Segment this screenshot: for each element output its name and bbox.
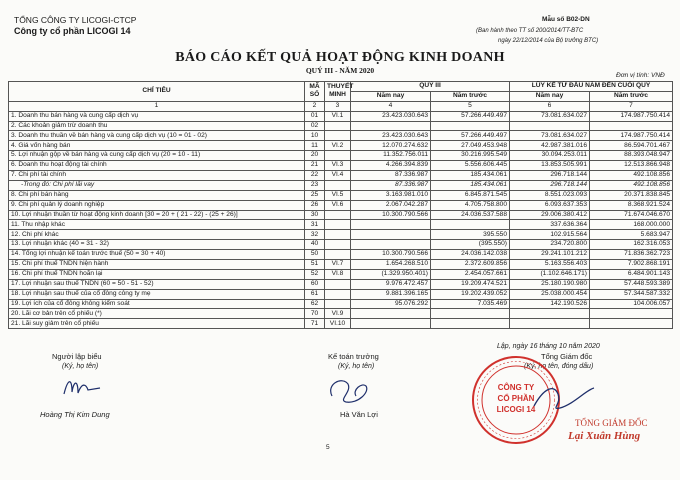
row-item-label: 11. Thu nhập khác bbox=[9, 220, 305, 230]
row-ytd-last-year: 5.683.947 bbox=[590, 230, 673, 240]
index-cell: 1 bbox=[9, 101, 305, 111]
director-signature bbox=[530, 380, 600, 416]
row-item-label: 7. Chi phí tài chính bbox=[9, 171, 305, 181]
row-note bbox=[325, 131, 351, 141]
row-ytd-last-year bbox=[590, 121, 673, 131]
row-ytd-last-year: 174.987.750.414 bbox=[590, 111, 673, 121]
table-row bbox=[9, 240, 673, 250]
row-quarter-this-year: 1.654.268.510 bbox=[351, 260, 431, 270]
index-cell: 6 bbox=[510, 101, 590, 111]
row-code: 20 bbox=[305, 151, 325, 161]
accountant-signature bbox=[322, 374, 382, 408]
row-note bbox=[325, 230, 351, 240]
form-number: Mẫu số B02-DN bbox=[542, 16, 590, 23]
header-this-year: Năm nay bbox=[351, 91, 431, 101]
row-quarter-last-year: 185.434.061 bbox=[431, 171, 510, 181]
row-code: 40 bbox=[305, 240, 325, 250]
table-row bbox=[9, 230, 673, 240]
row-note bbox=[325, 250, 351, 260]
row-quarter-last-year: (395.550) bbox=[431, 240, 510, 250]
row-item-label: 3. Doanh thu thuần về bán hàng và cung cấp dịch vụ (10 = 01 - 02) bbox=[9, 131, 305, 141]
row-item-label: 19. Lợi ích của cổ đông không kiểm soát bbox=[9, 299, 305, 309]
ceo-title: TỔNG GIÁM ĐỐC bbox=[575, 418, 648, 428]
table-row bbox=[9, 250, 673, 260]
preparer-name: Hoàng Thị Kim Dung bbox=[40, 410, 110, 419]
row-ytd-last-year: 71.836.362.723 bbox=[590, 250, 673, 260]
preparer-note: (Ký, họ tên) bbox=[62, 363, 99, 370]
ceo-name: Lại Xuân Hùng bbox=[568, 430, 641, 442]
company-parent: TỔNG CÔNG TY LICOGI-CTCP bbox=[14, 15, 137, 25]
row-code: 10 bbox=[305, 131, 325, 141]
row-ytd-this-year: 6.093.637.353 bbox=[510, 200, 590, 210]
header-ytd-this-year: Năm nay bbox=[510, 91, 590, 101]
row-ytd-last-year: 57.448.593.389 bbox=[590, 279, 673, 289]
row-ytd-this-year: 73.081.634.027 bbox=[510, 131, 590, 141]
table-row bbox=[9, 269, 673, 279]
row-quarter-last-year: 27.049.453.948 bbox=[431, 141, 510, 151]
row-code: 23 bbox=[305, 180, 325, 190]
circular-date: ngày 22/12/2014 của Bộ trưởng BTC) bbox=[498, 38, 599, 44]
row-quarter-this-year: (1.329.950.401) bbox=[351, 269, 431, 279]
row-note: VI.9 bbox=[325, 309, 351, 319]
row-code: 01 bbox=[305, 111, 325, 121]
row-code: 26 bbox=[305, 200, 325, 210]
row-note bbox=[325, 299, 351, 309]
currency-unit: Đơn vị tính: VNĐ bbox=[616, 72, 665, 79]
header-last-year: Năm trước bbox=[431, 91, 510, 101]
row-item-label: 21. Lãi suy giảm trên cổ phiếu bbox=[9, 319, 305, 329]
row-item-label: 4. Giá vốn hàng bán bbox=[9, 141, 305, 151]
row-quarter-last-year: 30.216.995.549 bbox=[431, 151, 510, 161]
row-ytd-last-year: 492.108.856 bbox=[590, 180, 673, 190]
row-code: 22 bbox=[305, 171, 325, 181]
row-ytd-last-year: 174.987.750.414 bbox=[590, 131, 673, 141]
table-row bbox=[9, 141, 673, 151]
row-item-label: 6. Doanh thu hoạt động tài chính bbox=[9, 161, 305, 171]
row-quarter-this-year: 23.423.030.643 bbox=[351, 111, 431, 121]
row-note bbox=[325, 210, 351, 220]
row-quarter-this-year: 11.352.756.011 bbox=[351, 151, 431, 161]
row-quarter-this-year: 3.163.981.010 bbox=[351, 190, 431, 200]
accountant-role: Kế toán trưởng bbox=[328, 352, 379, 361]
table-row bbox=[9, 200, 673, 210]
row-ytd-this-year: 73.081.634.027 bbox=[510, 111, 590, 121]
row-quarter-this-year: 4.266.394.839 bbox=[351, 161, 431, 171]
company-name: Công ty cổ phần LICOGI 14 bbox=[14, 26, 131, 36]
row-quarter-this-year bbox=[351, 230, 431, 240]
table-row bbox=[9, 171, 673, 181]
table-row bbox=[9, 260, 673, 270]
header-ytd-last-year: Năm trước bbox=[590, 91, 673, 101]
report-period: QUÝ III - NĂM 2020 bbox=[305, 66, 375, 75]
row-note: VI.7 bbox=[325, 260, 351, 270]
row-code: 32 bbox=[305, 230, 325, 240]
income-statement-table bbox=[8, 81, 673, 329]
row-quarter-last-year: 6.845.871.545 bbox=[431, 190, 510, 200]
row-ytd-this-year: 296.718.144 bbox=[510, 171, 590, 181]
row-ytd-last-year bbox=[590, 319, 673, 329]
svg-text:CÔNG TY: CÔNG TY bbox=[497, 383, 535, 392]
row-quarter-this-year bbox=[351, 240, 431, 250]
row-ytd-this-year: 5.163.556.403 bbox=[510, 260, 590, 270]
row-quarter-last-year: 2.454.057.661 bbox=[431, 269, 510, 279]
table-row bbox=[9, 289, 673, 299]
row-quarter-last-year: 4.705.758.800 bbox=[431, 200, 510, 210]
svg-text:LICOGI 14: LICOGI 14 bbox=[496, 405, 536, 414]
row-ytd-this-year: 29.241.101.212 bbox=[510, 250, 590, 260]
row-quarter-this-year: 9.881.396.165 bbox=[351, 289, 431, 299]
row-ytd-last-year: 86.594.701.467 bbox=[590, 141, 673, 151]
row-note: VI.6 bbox=[325, 200, 351, 210]
page-number: 5 bbox=[326, 444, 330, 451]
row-quarter-last-year: 24.036.537.588 bbox=[431, 210, 510, 220]
row-ytd-this-year: 42.987.381.016 bbox=[510, 141, 590, 151]
report-title: BÁO CÁO KẾT QUẢ HOẠT ĐỘNG KINH DOANH bbox=[175, 50, 505, 65]
row-quarter-this-year bbox=[351, 309, 431, 319]
row-quarter-last-year bbox=[431, 121, 510, 131]
row-ytd-this-year: 102.915.564 bbox=[510, 230, 590, 240]
row-ytd-this-year: 142.190.526 bbox=[510, 299, 590, 309]
row-quarter-this-year: 23.423.030.643 bbox=[351, 131, 431, 141]
row-quarter-last-year bbox=[431, 220, 510, 230]
table-row bbox=[9, 121, 673, 131]
row-code: 30 bbox=[305, 210, 325, 220]
row-item-label: 17. Lợi nhuận sau thuế TNDN (60 = 50 - 51 - 52) bbox=[9, 279, 305, 289]
index-cell: 3 bbox=[325, 101, 351, 111]
row-note: VI.1 bbox=[325, 111, 351, 121]
row-code: 25 bbox=[305, 190, 325, 200]
row-code: 52 bbox=[305, 269, 325, 279]
row-ytd-last-year bbox=[590, 309, 673, 319]
row-code: 70 bbox=[305, 309, 325, 319]
row-ytd-last-year: 492.108.856 bbox=[590, 171, 673, 181]
row-quarter-this-year: 10.300.790.566 bbox=[351, 250, 431, 260]
row-ytd-last-year: 8.368.921.524 bbox=[590, 200, 673, 210]
row-note bbox=[325, 240, 351, 250]
table-row bbox=[9, 180, 673, 190]
accountant-note: (Ký, họ tên) bbox=[338, 363, 375, 370]
table-row bbox=[9, 111, 673, 121]
table-row bbox=[9, 210, 673, 220]
row-ytd-this-year: 25.180.190.980 bbox=[510, 279, 590, 289]
row-quarter-this-year bbox=[351, 121, 431, 131]
row-ytd-this-year: (1.102.646.171) bbox=[510, 269, 590, 279]
header-quarter: QUÝ III bbox=[351, 82, 510, 92]
circular-reference: (Ban hành theo TT số 200/2014/TT-BTC bbox=[476, 28, 584, 34]
row-ytd-last-year: 104.006.057 bbox=[590, 299, 673, 309]
row-ytd-last-year: 6.484.901.143 bbox=[590, 269, 673, 279]
index-cell: 4 bbox=[351, 101, 431, 111]
row-item-label: 12. Chi phí khác bbox=[9, 230, 305, 240]
table-row bbox=[9, 190, 673, 200]
row-item-label: -Trong đó: Chi phí lãi vay bbox=[9, 180, 305, 190]
row-quarter-last-year: 2.372.609.856 bbox=[431, 260, 510, 270]
row-note: VI.10 bbox=[325, 319, 351, 329]
row-item-label: 20. Lãi cơ bản trên cổ phiếu (*) bbox=[9, 309, 305, 319]
row-quarter-last-year: 19.202.439.052 bbox=[431, 289, 510, 299]
row-ytd-this-year: 8.551.023.093 bbox=[510, 190, 590, 200]
row-item-label: 18. Lợi nhuận sau thuế của cổ đông công ty mẹ bbox=[9, 289, 305, 299]
table-row bbox=[9, 220, 673, 230]
row-note bbox=[325, 121, 351, 131]
row-note: VI.2 bbox=[325, 141, 351, 151]
row-quarter-last-year: 395.550 bbox=[431, 230, 510, 240]
header-item: CHỈ TIÊU bbox=[9, 82, 305, 102]
row-ytd-last-year: 168.000.000 bbox=[590, 220, 673, 230]
row-quarter-this-year: 87.336.987 bbox=[351, 180, 431, 190]
table-row bbox=[9, 319, 673, 329]
row-code: 02 bbox=[305, 121, 325, 131]
row-code: 60 bbox=[305, 279, 325, 289]
row-item-label: 8. Chi phí bán hàng bbox=[9, 190, 305, 200]
row-note bbox=[325, 279, 351, 289]
row-quarter-last-year: 24.036.142.038 bbox=[431, 250, 510, 260]
header-code: MÃ SỐ bbox=[305, 82, 325, 102]
row-ytd-last-year: 7.902.868.191 bbox=[590, 260, 673, 270]
index-cell: 2 bbox=[305, 101, 325, 111]
row-code: 50 bbox=[305, 250, 325, 260]
row-note bbox=[325, 151, 351, 161]
row-quarter-this-year: 87.336.987 bbox=[351, 171, 431, 181]
row-quarter-last-year: 5.556.606.445 bbox=[431, 161, 510, 171]
row-ytd-this-year: 234.720.800 bbox=[510, 240, 590, 250]
row-code: 51 bbox=[305, 260, 325, 270]
row-item-label: 14. Tổng lợi nhuận kế toán trước thuế (50 = 30 + 40) bbox=[9, 250, 305, 260]
row-ytd-this-year: 29.006.380.412 bbox=[510, 210, 590, 220]
row-note: VI.4 bbox=[325, 171, 351, 181]
index-cell: 5 bbox=[431, 101, 510, 111]
row-quarter-last-year: 7.035.469 bbox=[431, 299, 510, 309]
director-note: (Ký, họ tên, đóng dấu) bbox=[524, 363, 594, 370]
row-quarter-this-year: 95.076.292 bbox=[351, 299, 431, 309]
row-note: VI.3 bbox=[325, 161, 351, 171]
header-ytd: LŨY KẾ TỪ ĐẦU NĂM ĐẾN CUỐI QUÝ bbox=[510, 82, 673, 92]
row-code: 61 bbox=[305, 289, 325, 299]
row-item-label: 2. Các khoản giảm trừ doanh thu bbox=[9, 121, 305, 131]
table-row bbox=[9, 309, 673, 319]
header-note: THUYẾT MINH bbox=[325, 82, 351, 102]
row-ytd-last-year: 162.316.053 bbox=[590, 240, 673, 250]
row-item-label: 15. Chi phí thuế TNDN hiện hành bbox=[9, 260, 305, 270]
row-ytd-this-year bbox=[510, 309, 590, 319]
row-ytd-this-year: 30.094.253.011 bbox=[510, 151, 590, 161]
row-quarter-last-year: 57.266.449.497 bbox=[431, 131, 510, 141]
row-ytd-this-year: 13.853.505.991 bbox=[510, 161, 590, 171]
row-note bbox=[325, 220, 351, 230]
row-ytd-this-year: 337.636.364 bbox=[510, 220, 590, 230]
row-quarter-last-year: 57.266.449.497 bbox=[431, 111, 510, 121]
svg-text:CỔ PHẦN: CỔ PHẦN bbox=[497, 394, 535, 403]
row-ytd-last-year: 71.674.046.670 bbox=[590, 210, 673, 220]
row-item-label: 13. Lợi nhuận khác (40 = 31 - 32) bbox=[9, 240, 305, 250]
row-note bbox=[325, 289, 351, 299]
row-ytd-this-year bbox=[510, 319, 590, 329]
row-ytd-this-year bbox=[510, 121, 590, 131]
table-body bbox=[9, 111, 673, 329]
row-item-label: 5. Lợi nhuận gộp về bán hàng và cung cấp dịch vụ (20 = 10 - 11) bbox=[9, 151, 305, 161]
row-quarter-last-year bbox=[431, 309, 510, 319]
director-role: Tổng Giám đốc bbox=[541, 352, 593, 361]
table-row bbox=[9, 299, 673, 309]
row-item-label: 1. Doanh thu bán hàng và cung cấp dịch vụ bbox=[9, 111, 305, 121]
row-ytd-last-year: 57.344.587.332 bbox=[590, 289, 673, 299]
row-quarter-this-year bbox=[351, 319, 431, 329]
row-quarter-this-year bbox=[351, 220, 431, 230]
accountant-name: Hà Văn Lợi bbox=[340, 410, 378, 419]
row-item-label: 16. Chi phí thuế TNDN hoãn lại bbox=[9, 269, 305, 279]
row-ytd-this-year: 296.718.144 bbox=[510, 180, 590, 190]
preparer-signature bbox=[60, 374, 110, 400]
row-note: VI.5 bbox=[325, 190, 351, 200]
index-cell: 7 bbox=[590, 101, 673, 111]
row-note: VI.8 bbox=[325, 269, 351, 279]
row-ytd-last-year: 88.393.048.947 bbox=[590, 151, 673, 161]
row-quarter-this-year: 12.070.274.632 bbox=[351, 141, 431, 151]
row-quarter-last-year: 19.209.474.521 bbox=[431, 279, 510, 289]
row-code: 71 bbox=[305, 319, 325, 329]
row-ytd-last-year: 20.371.838.845 bbox=[590, 190, 673, 200]
row-code: 11 bbox=[305, 141, 325, 151]
row-quarter-last-year: 185.434.061 bbox=[431, 180, 510, 190]
row-code: 62 bbox=[305, 299, 325, 309]
table-row bbox=[9, 279, 673, 289]
row-code: 21 bbox=[305, 161, 325, 171]
row-quarter-last-year bbox=[431, 319, 510, 329]
row-quarter-this-year: 10.300.790.566 bbox=[351, 210, 431, 220]
row-code: 31 bbox=[305, 220, 325, 230]
row-quarter-this-year: 9.976.472.457 bbox=[351, 279, 431, 289]
table-row bbox=[9, 131, 673, 141]
row-note bbox=[325, 180, 351, 190]
row-item-label: 9. Chi phí quản lý doanh nghiệp bbox=[9, 200, 305, 210]
table-row bbox=[9, 151, 673, 161]
row-item-label: 10. Lợi nhuận thuần từ hoạt động kinh doanh [30 = 20 + ( 21 - 22) - (25 + 26)] bbox=[9, 210, 305, 220]
preparer-role: Người lập biểu bbox=[52, 352, 102, 361]
row-ytd-last-year: 12.513.866.948 bbox=[590, 161, 673, 171]
table-row bbox=[9, 161, 673, 171]
row-quarter-this-year: 2.067.042.287 bbox=[351, 200, 431, 210]
row-ytd-this-year: 25.038.000.454 bbox=[510, 289, 590, 299]
place-date: Lập, ngày 16 tháng 10 năm 2020 bbox=[497, 343, 600, 350]
